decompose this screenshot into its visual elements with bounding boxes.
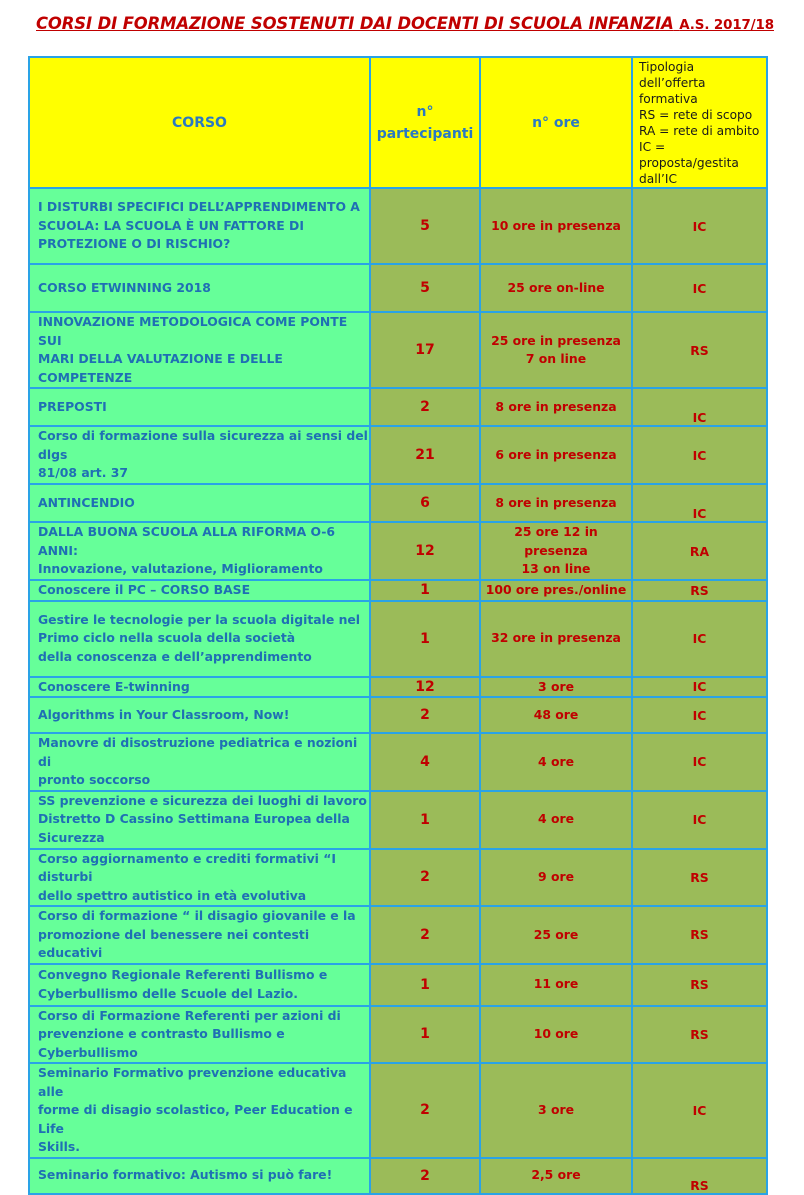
participants-cell: 5 <box>370 264 480 312</box>
offer-type-cell: RS <box>632 906 767 964</box>
offer-type-cell: IC <box>632 677 767 698</box>
hours-cell: 8 ore in presenza <box>480 484 632 522</box>
participants-cell: 12 <box>370 522 480 580</box>
course-name-cell: Manovre di disostruzione pediatrica e nozioni di pronto soccorso <box>29 733 370 791</box>
table-row <box>29 849 767 907</box>
table-row <box>29 580 767 601</box>
offer-type-cell: RS <box>632 312 767 388</box>
header-tipologia: Tipologia dell’offerta formativa RS = rete di scopo RA = rete di ambito IC = proposta/gestita dall’IC <box>632 57 767 188</box>
table-row <box>29 1006 767 1064</box>
participants-cell: 2 <box>370 388 480 426</box>
course-name-cell: Algorithms in Your Classroom, Now! <box>29 697 370 733</box>
course-name-cell: Seminario Formativo prevenzione educativa alle forme di disagio scolastico, Peer Education e Life Skills. <box>29 1063 370 1158</box>
participants-cell: 2 <box>370 849 480 907</box>
header-partecipanti: n° partecipanti <box>370 57 480 188</box>
course-name-cell: DALLA BUONA SCUOLA ALLA RIFORMA O-6 ANNI: Innovazione, valutazione, Miglioramento <box>29 522 370 580</box>
course-name-cell: Conoscere il PC – CORSO BASE <box>29 580 370 601</box>
course-name-cell: CORSO ETWINNING 2018 <box>29 264 370 312</box>
table-row <box>29 601 767 677</box>
participants-cell: 6 <box>370 484 480 522</box>
course-name-cell: INNOVAZIONE METODOLOGICA COME PONTE SUI MARI DELLA VALUTAZIONE E DELLE COMPETENZE <box>29 312 370 388</box>
table-row <box>29 964 767 1006</box>
course-name-cell: Corso di formazione “ il disagio giovanile e la promozione del benessere nei contesti educativi <box>29 906 370 964</box>
table-row <box>29 1158 767 1194</box>
offer-type-cell: IC <box>632 388 767 426</box>
table-row <box>29 697 767 733</box>
table-row <box>29 906 767 964</box>
header-corso: CORSO <box>29 57 370 188</box>
hours-cell: 11 ore <box>480 964 632 1006</box>
participants-cell: 2 <box>370 697 480 733</box>
offer-type-cell: RA <box>632 522 767 580</box>
hours-cell: 9 ore <box>480 849 632 907</box>
course-name-cell: Corso di Formazione Referenti per azioni di prevenzione e contrasto Bullismo e Cyberbullismo <box>29 1006 370 1064</box>
offer-type-cell: IC <box>632 697 767 733</box>
participants-cell: 1 <box>370 791 480 849</box>
course-name-cell: Corso di formazione sulla sicurezza ai sensi del dlgs 81/08 art. 37 <box>29 426 370 484</box>
table-row <box>29 426 767 484</box>
course-name-cell: Conoscere E-twinning <box>29 677 370 698</box>
offer-type-cell: IC <box>632 188 767 264</box>
participants-cell: 12 <box>370 677 480 698</box>
offer-type-cell: IC <box>632 264 767 312</box>
table-row <box>29 188 767 264</box>
header-ore: n° ore <box>480 57 632 188</box>
participants-cell: 1 <box>370 964 480 1006</box>
offer-type-cell: RS <box>632 1006 767 1064</box>
participants-cell: 1 <box>370 580 480 601</box>
hours-cell: 25 ore on-line <box>480 264 632 312</box>
table-row <box>29 484 767 522</box>
hours-cell: 48 ore <box>480 697 632 733</box>
participants-cell: 1 <box>370 601 480 677</box>
participants-cell: 1 <box>370 1006 480 1064</box>
course-name-cell: Convegno Regionale Referenti Bullismo e Cyberbullismo delle Scuole del Lazio. <box>29 964 370 1006</box>
participants-cell: 5 <box>370 188 480 264</box>
course-name-cell: Gestire le tecnologie per la scuola digitale nel Primo ciclo nella scuola della società della conoscenza e dell’apprendimento <box>29 601 370 677</box>
course-name-cell: PREPOSTI <box>29 388 370 426</box>
offer-type-cell: IC <box>632 733 767 791</box>
participants-cell: 17 <box>370 312 480 388</box>
table-row <box>29 677 767 698</box>
header-row <box>29 57 767 188</box>
title-year: A.S. 2017/18 <box>679 18 774 33</box>
table-row <box>29 388 767 426</box>
offer-type-cell: RS <box>632 580 767 601</box>
participants-cell: 2 <box>370 1158 480 1194</box>
table-row <box>29 791 767 849</box>
offer-type-cell: IC <box>632 601 767 677</box>
hours-cell: 2,5 ore <box>480 1158 632 1194</box>
hours-cell: 25 ore 12 in presenza 13 on line <box>480 522 632 580</box>
offer-type-cell: IC <box>632 426 767 484</box>
table-row <box>29 1063 767 1158</box>
course-name-cell: Seminario formativo: Autismo si può fare! <box>29 1158 370 1194</box>
table-row <box>29 264 767 312</box>
offer-type-cell: RS <box>632 849 767 907</box>
course-name-cell: ANTINCENDIO <box>29 484 370 522</box>
offer-type-cell: IC <box>632 484 767 522</box>
hours-cell: 10 ore <box>480 1006 632 1064</box>
title-main: CORSI DI FORMAZIONE SOSTENUTI DAI DOCENTI DI SCUOLA INFANZIA <box>36 14 674 33</box>
offer-type-cell: IC <box>632 791 767 849</box>
table-row <box>29 522 767 580</box>
participants-cell: 2 <box>370 1063 480 1158</box>
participants-cell: 2 <box>370 906 480 964</box>
course-name-cell: I DISTURBI SPECIFICI DELL’APPRENDIMENTO A SCUOLA: LA SCUOLA È UN FATTORE DI PROTEZIONE O DI RISCHIO? <box>29 188 370 264</box>
offer-type-cell: RS <box>632 1158 767 1194</box>
participants-cell: 4 <box>370 733 480 791</box>
hours-cell: 4 ore <box>480 791 632 849</box>
courses-table <box>28 56 768 1195</box>
table-row <box>29 312 767 388</box>
offer-type-cell: IC <box>632 1063 767 1158</box>
hours-cell: 25 ore <box>480 906 632 964</box>
hours-cell: 100 ore pres./online <box>480 580 632 601</box>
page-title <box>36 14 776 38</box>
hours-cell: 3 ore <box>480 677 632 698</box>
table-row <box>29 733 767 791</box>
hours-cell: 3 ore <box>480 1063 632 1158</box>
hours-cell: 4 ore <box>480 733 632 791</box>
hours-cell: 25 ore in presenza 7 on line <box>480 312 632 388</box>
course-name-cell: SS prevenzione e sicurezza dei luoghi di lavoro Distretto D Cassino Settimana Europea della Sicurezza <box>29 791 370 849</box>
hours-cell: 8 ore in presenza <box>480 388 632 426</box>
participants-cell: 21 <box>370 426 480 484</box>
hours-cell: 6 ore in presenza <box>480 426 632 484</box>
hours-cell: 32 ore in presenza <box>480 601 632 677</box>
hours-cell: 10 ore in presenza <box>480 188 632 264</box>
course-name-cell: Corso aggiornamento e crediti formativi “I disturbi dello spettro autistico in età evolutiva <box>29 849 370 907</box>
offer-type-cell: RS <box>632 964 767 1006</box>
